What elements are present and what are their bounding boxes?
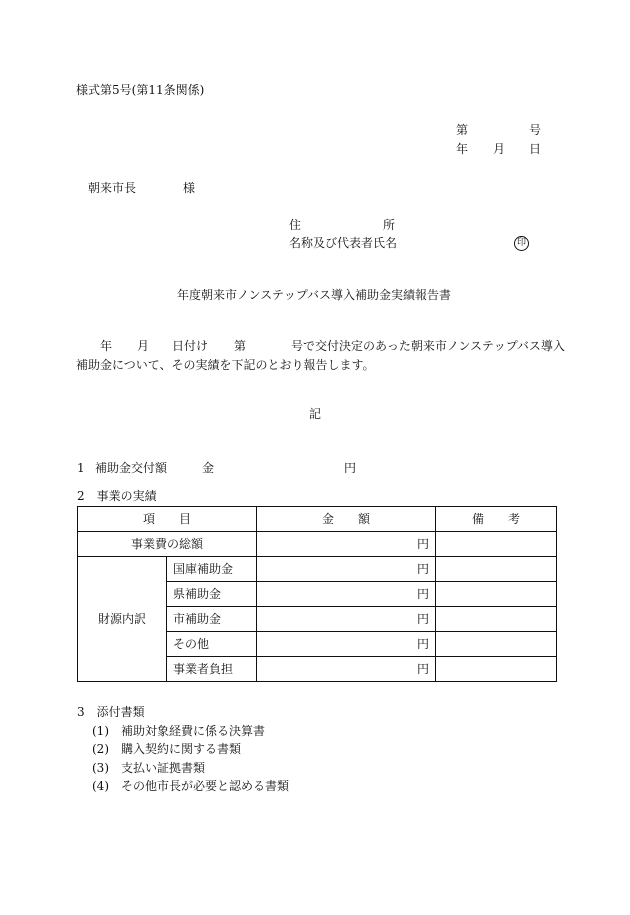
table-row bbox=[78, 557, 557, 582]
source-remarks bbox=[436, 632, 557, 657]
table-row bbox=[78, 532, 557, 557]
total-amount-yen: 円 bbox=[257, 532, 436, 557]
header-item: 項 目 bbox=[78, 507, 257, 532]
source-amount-yen: 円 bbox=[257, 557, 436, 582]
source-remarks bbox=[436, 582, 557, 607]
section2-heading: 2 事業の実績 bbox=[77, 489, 157, 503]
source-remarks bbox=[436, 657, 557, 682]
seal-mark: 印 bbox=[514, 236, 529, 251]
date-year: 年 bbox=[456, 142, 469, 156]
addressee-sama: 様 bbox=[183, 181, 196, 195]
source-label: 事業者負担 bbox=[167, 657, 257, 682]
date-day: 日 bbox=[529, 142, 542, 156]
results-table bbox=[77, 506, 557, 682]
body-month: 月 bbox=[137, 339, 150, 353]
section1-kin: 金 bbox=[202, 461, 215, 475]
ki-heading: 記 bbox=[309, 407, 322, 421]
source-label: 国庫補助金 bbox=[167, 557, 257, 582]
source-label: その他 bbox=[167, 632, 257, 657]
addressee-name: 朝来市長 bbox=[88, 181, 137, 195]
attachment-item: (3) 支払い証拠書類 bbox=[92, 761, 205, 775]
applicant-name-label: 名称及び代表者氏名 bbox=[289, 236, 398, 250]
doc-number-dai: 第 bbox=[456, 123, 469, 137]
source-label: 市補助金 bbox=[167, 607, 257, 632]
source-amount-yen: 円 bbox=[257, 582, 436, 607]
body-year: 年 bbox=[100, 339, 113, 353]
source-group-label: 財源内訳 bbox=[78, 557, 167, 682]
document-title: 年度朝来市ノンステップバス導入補助金実績報告書 bbox=[177, 288, 451, 302]
source-remarks bbox=[436, 607, 557, 632]
body-line2: 補助金について、その実績を下記のとおり報告します。 bbox=[76, 358, 375, 372]
table-header-row bbox=[78, 507, 557, 532]
attachment-item: (2) 購入契約に関する書類 bbox=[92, 742, 241, 756]
total-remarks bbox=[436, 532, 557, 557]
date-month: 月 bbox=[493, 142, 506, 156]
header-amount: 金 額 bbox=[257, 507, 436, 532]
total-label: 事業費の総額 bbox=[78, 532, 257, 557]
attachment-item: (4) その他市長が必要と認める書類 bbox=[92, 779, 289, 793]
source-amount-yen: 円 bbox=[257, 657, 436, 682]
source-label: 県補助金 bbox=[167, 582, 257, 607]
section3-heading: 3 添付書類 bbox=[77, 705, 145, 719]
section1-yen: 円 bbox=[344, 461, 357, 475]
source-remarks bbox=[436, 557, 557, 582]
body-line1-rest: 号で交付決定のあった朝来市ノンステップバス導入 bbox=[291, 339, 565, 353]
section1-label: 補助金交付額 bbox=[95, 461, 168, 475]
source-amount-yen: 円 bbox=[257, 607, 436, 632]
section1-number: 1 bbox=[77, 461, 85, 475]
address-label-1: 住 bbox=[289, 218, 302, 232]
header-remarks: 備 考 bbox=[436, 507, 557, 532]
address-label-2: 所 bbox=[383, 218, 396, 232]
attachment-item: (1) 補助対象経費に係る決算書 bbox=[92, 724, 265, 738]
body-dai: 第 bbox=[234, 339, 247, 353]
source-amount-yen: 円 bbox=[257, 632, 436, 657]
body-day: 日付け bbox=[172, 339, 209, 353]
doc-number-go: 号 bbox=[529, 123, 542, 137]
form-number: 様式第5号(第11条関係) bbox=[76, 83, 205, 97]
